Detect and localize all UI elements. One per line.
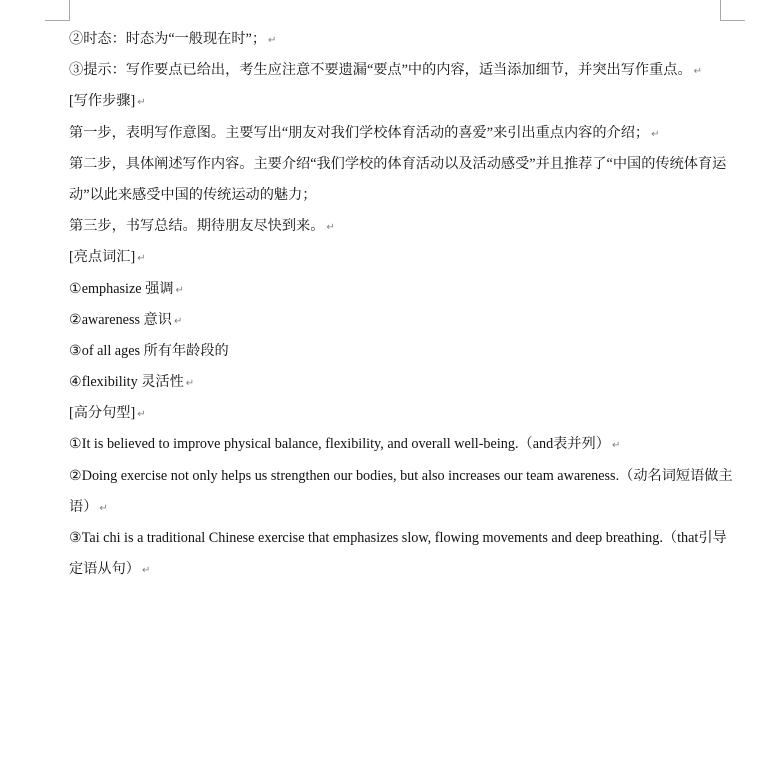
text-line [69,180,724,211]
sentence-item [69,429,724,460]
sentence-item [69,554,724,585]
sentence-item [69,461,733,492]
vocab-item [69,336,724,367]
line-text: 语） [69,498,98,515]
section-heading [69,398,724,429]
sentence-item [69,523,727,554]
line-text: ③提示：写作要点已给出，考生应注意不要遗漏“要点”中的内容，适当添加细节，并突出写作重点。 [69,62,692,79]
line-text: ④flexibility 灵活性 [69,374,184,391]
paragraph-mark-icon: ↵ [137,409,146,421]
paragraph-mark-icon: ↵ [268,35,277,46]
paragraph-mark-icon: ↵ [185,378,195,390]
paragraph-mark-icon: ↵ [693,66,703,78]
line-text: 第一步，表明写作意图。主要写出“朋友对我们学校体育活动的喜爱”来引出重点内容的介绍； [69,124,650,141]
line-text: 第三步，书写总结。期待朋友尽快到来。 [69,218,325,235]
paragraph-mark-icon: ↵ [175,284,184,296]
paragraph-mark-icon: ↵ [651,128,660,140]
line-text: ③Tai chi is a traditional Chinese exercise that emphasizes slow, flowing movements and deep breathing.（that引导 [69,530,727,546]
page-corner-mark-right [720,0,745,21]
paragraph-mark-icon: ↵ [141,565,151,577]
paragraph-mark-icon: ↵ [611,440,621,452]
section-heading [69,242,724,273]
line-text: ①emphasize 强调 [69,280,174,297]
line-text: [亮点词汇] [69,249,136,266]
vocab-item [69,305,724,336]
text-line [69,149,727,180]
text-line [69,211,724,242]
paragraph-mark-icon: ↵ [173,315,183,327]
line-text: ②时态：时态为“一般现在时”； [69,31,267,47]
line-text: ②Doing exercise not only helps us strengthen our bodies, but also increases our team awareness.（动名词短语做主 [69,467,733,484]
line-text: [高分句型] [69,405,136,422]
vocab-item [69,367,724,398]
text-line [69,24,724,55]
line-text: ②awareness 意识 [69,311,172,328]
vocab-item [69,274,724,305]
paragraph-mark-icon: ↵ [137,97,146,109]
page-corner-mark-left [45,0,70,21]
line-text: 第二步，具体阐述写作内容。主要介绍“我们学校的体育活动以及活动感受”并且推荐了“中国的传统体育运 [69,155,727,172]
section-heading [69,86,724,117]
line-text: [写作步骤] [69,93,136,110]
text-line [69,118,724,149]
line-text: ③of all ages 所有年龄段的 [69,342,229,359]
text-line [69,55,724,86]
line-text: 定语从句） [69,561,140,578]
paragraph-mark-icon: ↵ [137,253,146,265]
line-text: ①It is believed to improve physical balance, flexibility, and overall well-being.（and表并列） [69,436,610,453]
paragraph-mark-icon: ↵ [99,502,108,514]
document-page [69,24,733,585]
paragraph-mark-icon: ↵ [326,222,335,234]
sentence-item [69,492,724,523]
line-text: 动”以此来感受中国的传统运动的魅力； [69,186,317,203]
